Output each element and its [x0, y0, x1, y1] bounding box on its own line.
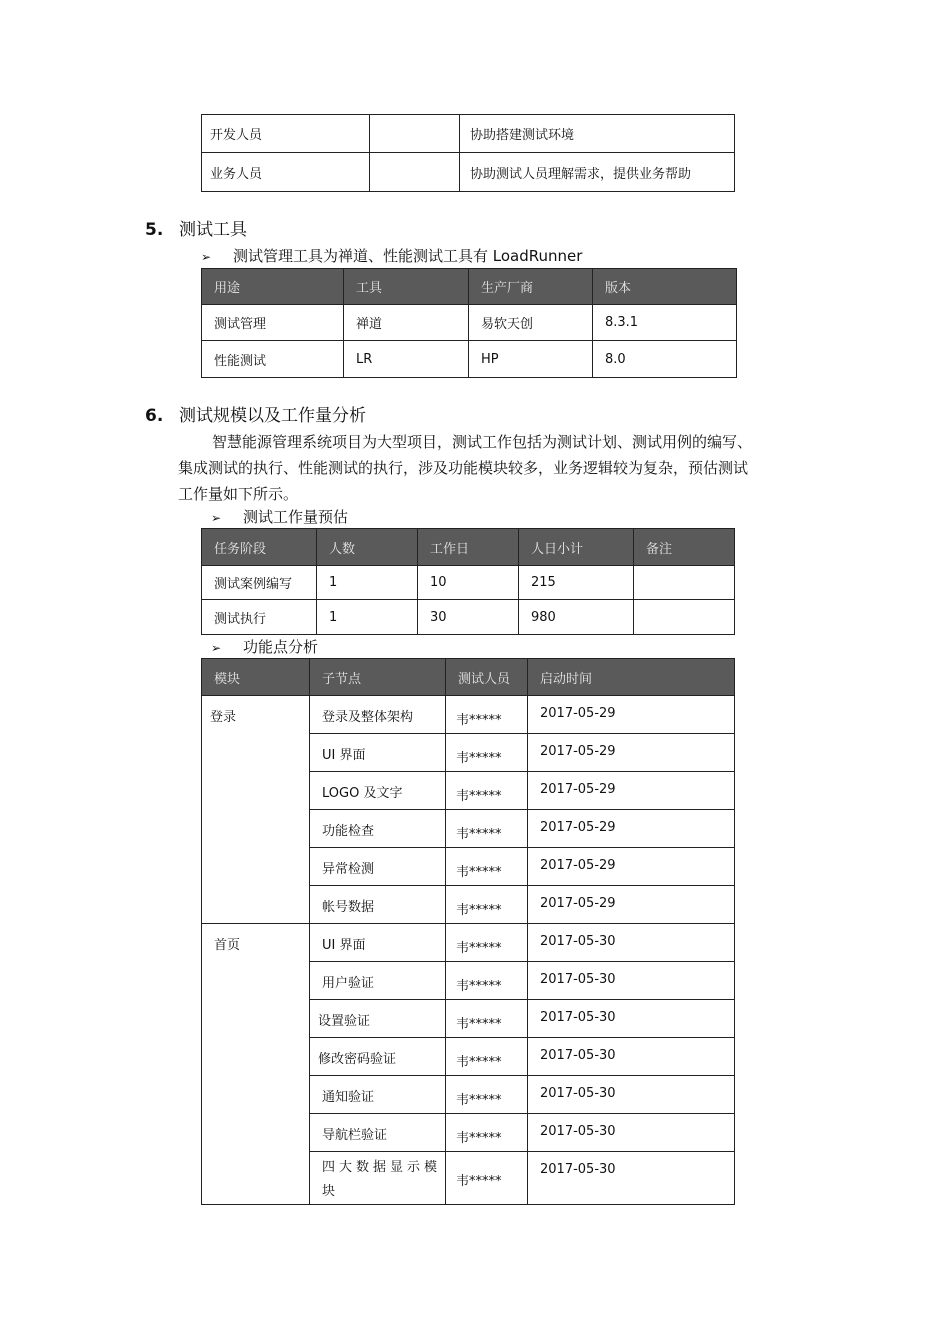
- name-cell: [370, 153, 460, 192]
- table-cell: 易软天创: [469, 305, 593, 341]
- table-cell: 性能测试: [202, 341, 344, 378]
- section-title: 测试规模以及工作量分析: [179, 406, 366, 426]
- header-cell: 子节点: [310, 659, 446, 696]
- arrow-bullet-icon: ➢: [201, 250, 212, 264]
- table-cell: 215: [519, 566, 634, 600]
- bullet-text: 测试工作量预估: [243, 508, 349, 526]
- table-row: [202, 566, 735, 600]
- tester-cell: 韦*****: [446, 772, 528, 810]
- table-cell: 30: [418, 600, 519, 635]
- header-cell: 工作日: [418, 529, 519, 566]
- workload-table: [201, 528, 735, 635]
- date-cell: 2017-05-30: [528, 1000, 735, 1038]
- subnode-cell: 用户验证: [310, 962, 446, 1000]
- date-cell: 2017-05-30: [528, 1114, 735, 1152]
- bullet-item: [201, 245, 582, 266]
- table-row: [202, 153, 735, 192]
- table-row: [202, 696, 735, 734]
- date-cell: 2017-05-29: [528, 810, 735, 848]
- tools-table: [201, 268, 737, 378]
- date-cell: 2017-05-30: [528, 1076, 735, 1114]
- module-cell: 首页: [202, 924, 310, 1205]
- table-row: [202, 305, 737, 341]
- tester-cell: 韦*****: [446, 1000, 528, 1038]
- role-cell: 开发人员: [202, 115, 370, 153]
- section-title: 测试工具: [179, 220, 247, 240]
- table-cell: 测试执行: [202, 600, 317, 635]
- name-cell: [370, 115, 460, 153]
- subnode-cell: 四大数据显示模块: [310, 1152, 446, 1205]
- table-cell: 10: [418, 566, 519, 600]
- table-row: [202, 115, 735, 153]
- table-cell: 测试管理: [202, 305, 344, 341]
- subnode-cell: 异常检测: [310, 848, 446, 886]
- subnode-cell: 帐号数据: [310, 886, 446, 924]
- header-cell: 任务阶段: [202, 529, 317, 566]
- section-6-heading: [145, 401, 366, 426]
- table-row: [202, 341, 737, 378]
- header-cell: 模块: [202, 659, 310, 696]
- subnode-cell: 功能检查: [310, 810, 446, 848]
- paragraph-line: 集成测试的执行、性能测试的执行，涉及功能模块较多，业务逻辑较为复杂，预估测试: [178, 459, 749, 477]
- table-cell: 禅道: [344, 305, 469, 341]
- table-header-row: [202, 659, 735, 696]
- date-cell: 2017-05-29: [528, 734, 735, 772]
- date-cell: 2017-05-29: [528, 848, 735, 886]
- bullet-item: [211, 506, 348, 527]
- header-cell: 生产厂商: [469, 269, 593, 305]
- subnode-cell: LOGO 及文字: [310, 772, 446, 810]
- table-cell: [634, 566, 735, 600]
- subnode-cell: 导航栏验证: [310, 1114, 446, 1152]
- subnode-cell: 登录及整体架构: [310, 696, 446, 734]
- section-5-heading: [145, 215, 247, 240]
- table-cell: 980: [519, 600, 634, 635]
- tester-cell: 韦*****: [446, 886, 528, 924]
- bullet-item: [211, 636, 318, 657]
- module-cell: 登录: [202, 696, 310, 924]
- header-cell: 版本: [593, 269, 737, 305]
- date-cell: 2017-05-30: [528, 924, 735, 962]
- roles-table: [201, 114, 735, 192]
- tester-cell: 韦*****: [446, 1076, 528, 1114]
- subnode-cell: UI 界面: [310, 734, 446, 772]
- header-cell: 启动时间: [528, 659, 735, 696]
- date-cell: 2017-05-29: [528, 772, 735, 810]
- subnode-cell: 设置验证: [310, 1000, 446, 1038]
- header-cell: 人日小计: [519, 529, 634, 566]
- tester-cell: 韦*****: [446, 734, 528, 772]
- header-cell: 工具: [344, 269, 469, 305]
- function-table: [201, 658, 735, 1205]
- section-number: 5.: [145, 220, 164, 240]
- header-cell: 用途: [202, 269, 344, 305]
- table-header-row: [202, 269, 737, 305]
- paragraph: [178, 429, 818, 507]
- tester-cell: 韦*****: [446, 1114, 528, 1152]
- table-row: [202, 924, 735, 962]
- header-cell: 人数: [317, 529, 418, 566]
- table-cell: 1: [317, 600, 418, 635]
- tester-cell: 韦*****: [446, 962, 528, 1000]
- role-cell: 业务人员: [202, 153, 370, 192]
- date-cell: 2017-05-30: [528, 962, 735, 1000]
- tester-cell: 韦*****: [446, 810, 528, 848]
- table-cell: [634, 600, 735, 635]
- subnode-cell: 通知验证: [310, 1076, 446, 1114]
- header-cell: 备注: [634, 529, 735, 566]
- paragraph-line: 工作量如下所示。: [178, 485, 299, 503]
- table-cell: 测试案例编写: [202, 566, 317, 600]
- date-cell: 2017-05-29: [528, 886, 735, 924]
- bullet-text: 功能点分析: [243, 638, 319, 656]
- paragraph-line: 智慧能源管理系统项目为大型项目，测试工作包括为测试计划、测试用例的编写、: [212, 433, 753, 451]
- table-cell: 8.3.1: [593, 305, 737, 341]
- tester-cell: 韦*****: [446, 924, 528, 962]
- tester-cell: 韦*****: [446, 1038, 528, 1076]
- arrow-bullet-icon: ➢: [211, 511, 222, 525]
- date-cell: 2017-05-29: [528, 696, 735, 734]
- bullet-text: 测试管理工具为禅道、性能测试工具有 LoadRunner: [233, 247, 583, 265]
- header-cell: 测试人员: [446, 659, 528, 696]
- table-cell: LR: [344, 341, 469, 378]
- table-cell: 8.0: [593, 341, 737, 378]
- table-cell: HP: [469, 341, 593, 378]
- table-row: [202, 600, 735, 635]
- subnode-cell: 修改密码验证: [310, 1038, 446, 1076]
- tester-cell: 韦*****: [446, 696, 528, 734]
- date-cell: 2017-05-30: [528, 1038, 735, 1076]
- table-cell: 1: [317, 566, 418, 600]
- subnode-cell: UI 界面: [310, 924, 446, 962]
- table-header-row: [202, 529, 735, 566]
- date-cell: 2017-05-30: [528, 1152, 735, 1205]
- section-number: 6.: [145, 406, 164, 426]
- duty-cell: 协助测试人员理解需求，提供业务帮助: [460, 153, 735, 192]
- tester-cell: 韦*****: [446, 1152, 528, 1205]
- arrow-bullet-icon: ➢: [211, 641, 222, 655]
- tester-cell: 韦*****: [446, 848, 528, 886]
- duty-cell: 协助搭建测试环境: [460, 115, 735, 153]
